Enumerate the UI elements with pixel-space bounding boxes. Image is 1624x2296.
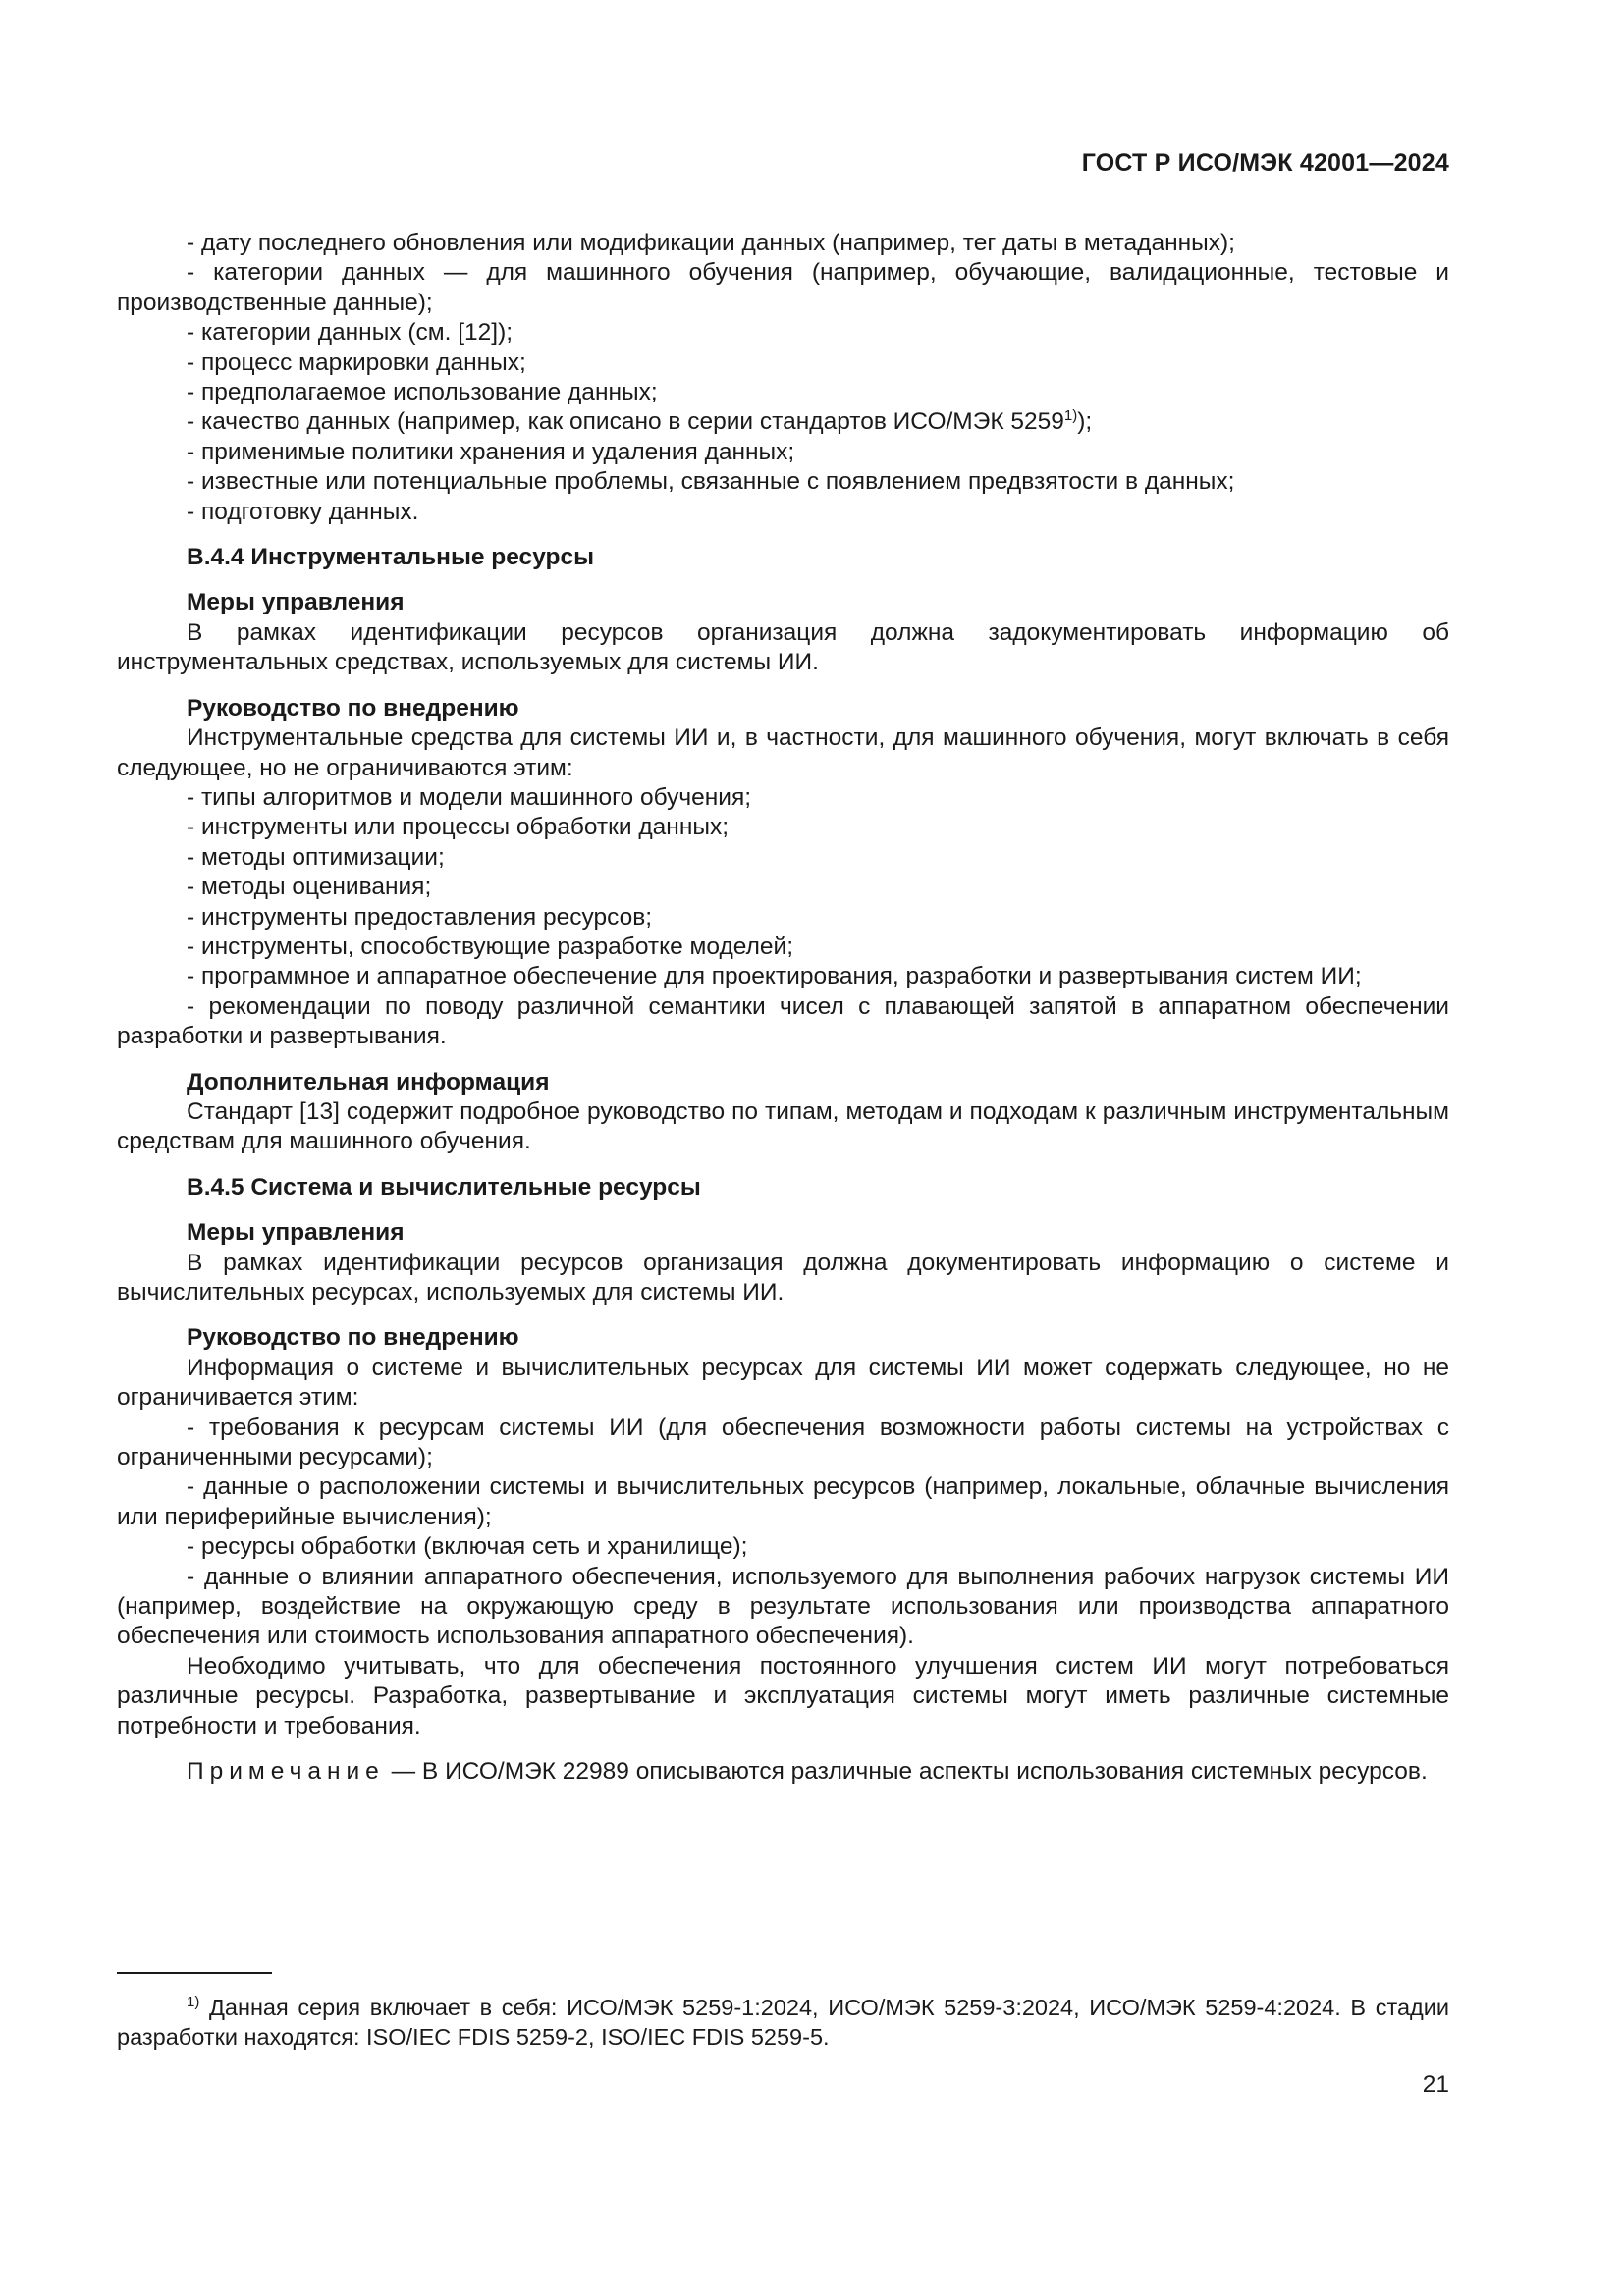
list-item: - категории данных (см. [12]); [187,319,514,347]
list-item: - данные о расположении системы и вычислительных ресурсов (например, локальные, облачные вычисления или периферийные вычисления); [117,1473,1449,1530]
subheading-additional: Дополнительная информация [187,1068,550,1095]
note [117,1757,1449,1787]
list-item: - известные или потенциальные проблемы, связанные с появлением предвзятости в данных; [187,468,1235,496]
subheading-controls: Меры управления [187,1219,405,1247]
footnote-text: Данная серия включает в себя: ИСО/МЭК 5259-1:2024, ИСО/МЭК 5259-3:2024, ИСО/МЭК 5259-4:2024. В стадии разработки находятся: ISO/IEC FDIS 5259-2, ISO/IEC FDIS 5259-5. [117,1995,1449,2050]
list-item: - применимые политики хранения и удаления данных; [187,438,795,465]
paragraph: В рамках идентификации ресурсов организация должна задокументировать информацию об инструментальных средствах, используемых для системы ИИ. [117,618,1449,676]
list-item: - дату последнего обновления или модификации данных (например, тег даты в метаданных); [187,230,1235,256]
paragraph: Стандарт [13] содержит подробное руководство по типам, методам и подходам к различным инструментальным средствам для машинного обучения. [117,1097,1449,1155]
subheading-guidance: Руководство по внедрению [187,694,519,721]
list-item: - данные о влиянии аппаратного обеспечения, используемого для выполнения рабочих нагрузок системы ИИ (например, воздействие на окружающую среду в результате использования или производства аппаратного обеспечения или стоимость использования аппаратного обеспечения). [117,1563,1449,1650]
list-item: - требования к ресурсам системы ИИ (для обеспечения возможности работы системы на устройствах с ограниченными ресурсами); [117,1414,1449,1471]
list-item: - ресурсы обработки (включая сеть и хранилище); [187,1533,748,1561]
list-item-text-end: ); [1077,408,1093,436]
list-item: - категории данных — для машинного обучения (например, обучающие, валидационные, тестовые и производственные данные); [117,259,1449,316]
paragraph: Необходимо учитывать, что для обеспечения постоянного улучшения систем ИИ могут потребоваться различные ресурсы. Разработка, развертывание и эксплуатация системы могут иметь различные системные потребности и требования. [117,1652,1449,1739]
list-item: - подготовку данных. [187,498,419,525]
section-heading-b44: B.4.4 Инструментальные ресурсы [187,544,595,571]
list-item-quality [117,407,1449,437]
standard-header: ГОСТ Р ИСО/МЭК 42001—2024 [1081,149,1449,177]
list-item: - рекомендации по поводу различной семантики чисел с плавающей запятой в аппаратном обеспечении разработки и развертывания. [117,992,1449,1050]
subheading-controls: Меры управления [187,589,405,616]
paragraph: Информация о системе и вычислительных ресурсах для системы ИИ может содержать следующее, но не ограничивается этим: [117,1354,1449,1412]
list-item: - типы алгоритмов и модели машинного обучения; [187,783,752,811]
list-item: - программное и аппаратное обеспечение для проектирования, разработки и развертывания систем ИИ; [187,963,1362,990]
list-item: - методы оптимизации; [187,843,445,871]
page-body [117,229,1449,1788]
list-item: - инструменты предоставления ресурсов; [187,903,653,931]
list-item: - методы оценивания; [187,874,432,901]
paragraph: В рамках идентификации ресурсов организация должна документировать информацию о системе и вычислительных ресурсах, используемых для системы ИИ. [117,1249,1449,1306]
note-text: — В ИСО/МЭК 22989 описываются различные аспекты использования системных ресурсов. [384,1758,1428,1786]
list-item: - инструменты, способствующие разработке моделей; [187,933,794,960]
note-label: Примечание [187,1758,385,1786]
list-item-text: - качество данных (например, как описано в серии стандартов ИСО/МЭК 5259 [187,408,1064,436]
footnote-marker: 1) [187,1994,200,2011]
list-item: - инструменты или процессы обработки данных; [187,814,730,841]
footnote-divider [117,1972,272,1974]
list-item: - процесс маркировки данных; [187,348,526,376]
page-number: 21 [1422,2071,1449,2098]
section-heading-b45: B.4.5 Система и вычислительные ресурсы [187,1173,701,1201]
subheading-guidance: Руководство по внедрению [187,1324,519,1352]
footnote-ref[interactable]: 1) [1063,407,1078,425]
footnote [117,1993,1449,2052]
paragraph: Инструментальные средства для системы ИИ и, в частности, для машинного обучения, могут включать в себя следующее, но не ограничиваются этим: [117,724,1449,781]
list-item: - предполагаемое использование данных; [187,379,658,406]
